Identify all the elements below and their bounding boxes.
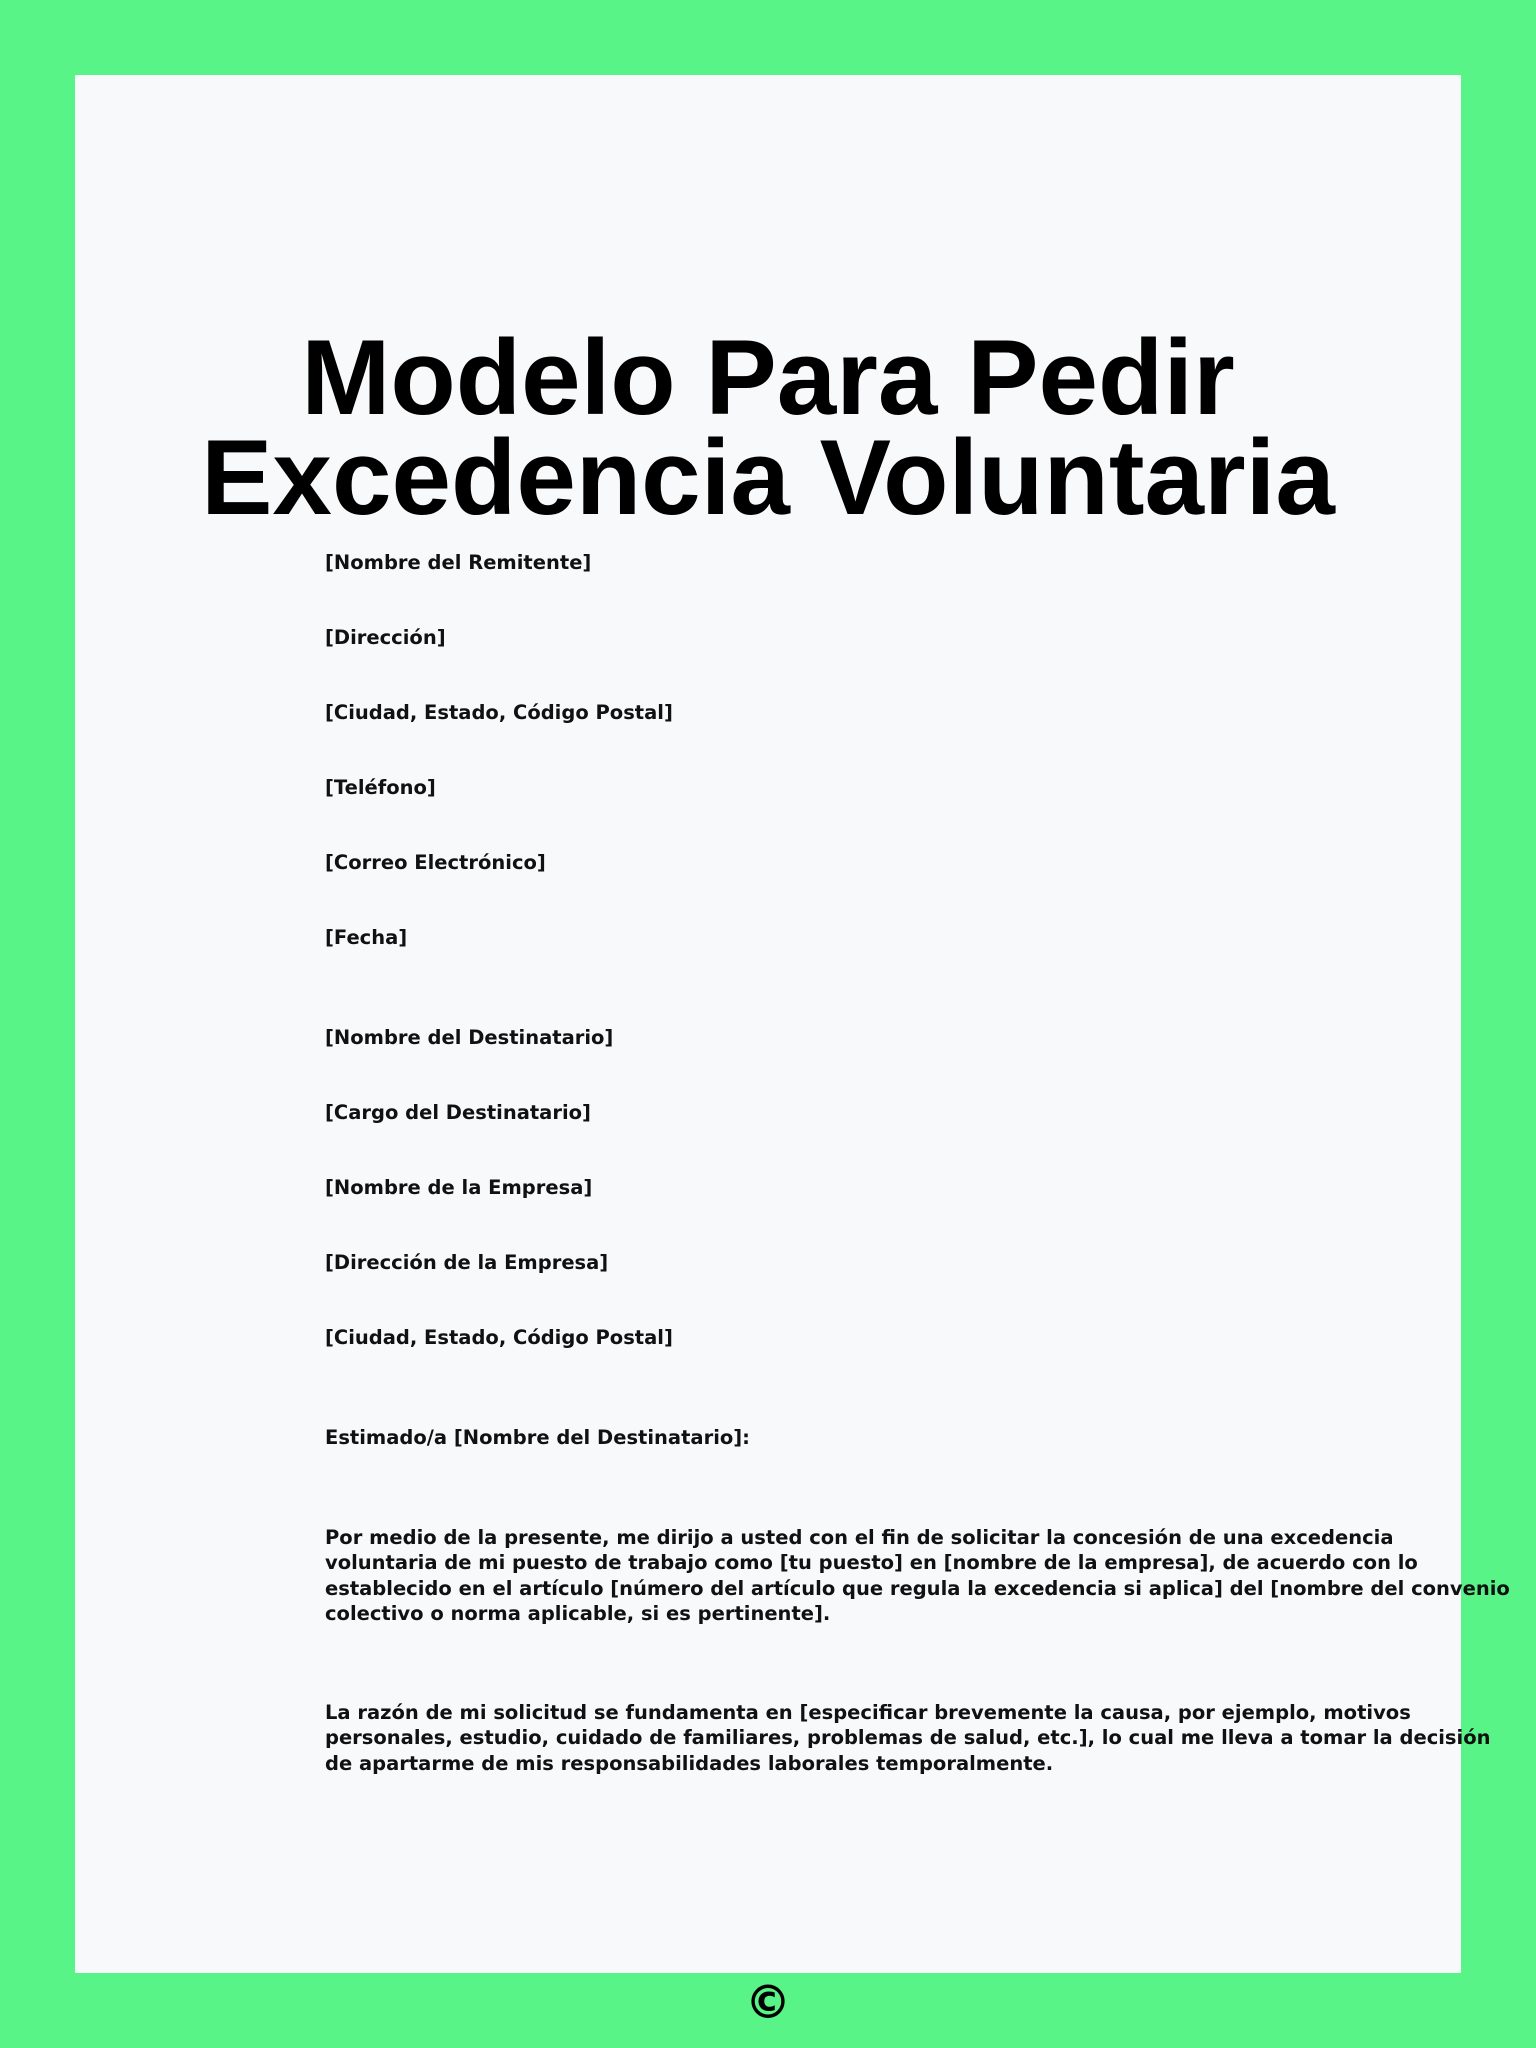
paragraph-1-line: voluntaria de mi puesto de trabajo como [tu puesto] en [nombre de la empresa], de acuerdo con lo [325,1551,1418,1575]
title-line-2: Excedencia Voluntaria [201,417,1335,537]
body-paragraph-2 [325,1700,1491,1776]
document-title [75,317,1461,537]
body-paragraph-1 [325,1525,1510,1626]
paragraph-2-line: personales, estudio, cuidado de familiares, problemas de salud, etc.], lo cual me lleva a tomar la decisión [325,1726,1491,1750]
sender-address: [Dirección] [325,626,446,649]
recipient-name: [Nombre del Destinatario] [325,1026,614,1049]
recipient-company: [Nombre de la Empresa] [325,1176,593,1199]
sender-city: [Ciudad, Estado, Código Postal] [325,701,673,724]
paragraph-1-line: establecido en el artículo [número del artículo que regula la excedencia si aplica] del [nombre del convenio [325,1576,1510,1600]
sender-email: [Correo Electrónico] [325,851,546,874]
paragraph-2-line: La razón de mi solicitud se fundamenta en [especificar brevemente la causa, por ejemplo, motivos [325,1701,1411,1724]
paragraph-2-line: de apartarme de mis responsabilidades laborales temporalmente. [325,1751,1054,1775]
title-line-1: Modelo Para Pedir [301,317,1235,437]
document-page [75,75,1510,2029]
sender-name: [Nombre del Remitente] [325,551,592,574]
paragraph-1-line: colectivo o norma aplicable, si es pertinente]. [325,1601,831,1625]
recipient-position: [Cargo del Destinatario] [325,1101,591,1124]
greeting: Estimado/a [Nombre del Destinatario]: [325,1426,750,1449]
sender-date: [Fecha] [325,926,408,949]
paragraph-1-line: Por medio de la presente, me dirijo a usted con el fin de solicitar la concesión de una excedencia [325,1526,1394,1549]
recipient-company-address: [Dirección de la Empresa] [325,1251,609,1274]
copyright-icon: © [745,1975,791,2029]
recipient-city: [Ciudad, Estado, Código Postal] [325,1326,673,1349]
sender-phone: [Teléfono] [325,776,436,799]
